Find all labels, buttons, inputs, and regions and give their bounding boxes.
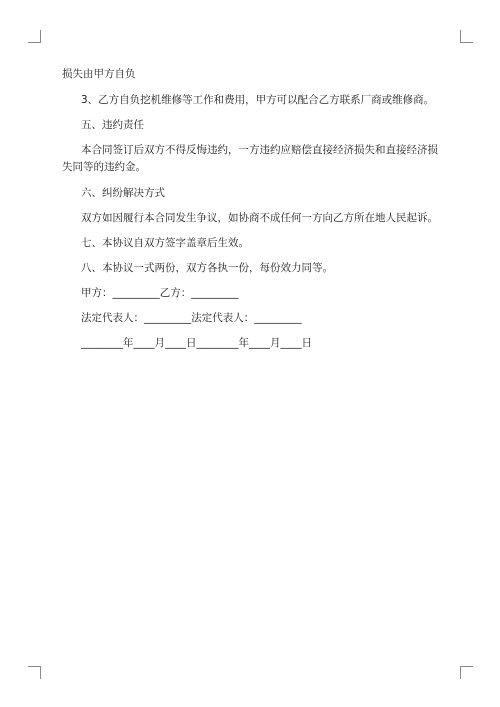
crop-mark-top-right: [460, 30, 473, 43]
signature-representatives-line: 法定代表人：_________法定代表人：_________: [81, 312, 302, 324]
heading-breach-liability: 五、违约责任: [81, 119, 144, 131]
paragraph-effective-clause: 七、本协议自双方签字盖章后生效。: [81, 237, 249, 249]
paragraph-dispute-clause: 双方如因履行本合同发生争议，如协商不成任何一方向乙方所在地人民起诉。: [81, 212, 438, 224]
signature-date-line: ________年____月____日________年____月____日: [81, 337, 312, 349]
paragraph-copies-clause: 八、本协议一式两份，双方各执一份，每份效力同等。: [81, 262, 333, 274]
signature-parties-line: 甲方：_________乙方：_________: [81, 287, 239, 299]
paragraph-repair-clause: 3、乙方自负挖机维修等工作和费用，甲方可以配合乙方联系厂商或维修商。: [81, 94, 435, 106]
crop-mark-top-left: [28, 30, 41, 43]
document-body: [62, 66, 442, 360]
paragraph-breach-clause: 本合同签订后双方不得反悔违约，一方违约应赔偿直接经济损失和直接经济损失同等的违约金。: [62, 144, 438, 173]
crop-mark-bottom-left: [28, 666, 41, 679]
heading-dispute-resolution: 六、纠纷解决方式: [81, 187, 165, 199]
crop-mark-bottom-right: [460, 666, 473, 679]
paragraph-loss-note: 损失由甲方自负: [62, 68, 136, 80]
